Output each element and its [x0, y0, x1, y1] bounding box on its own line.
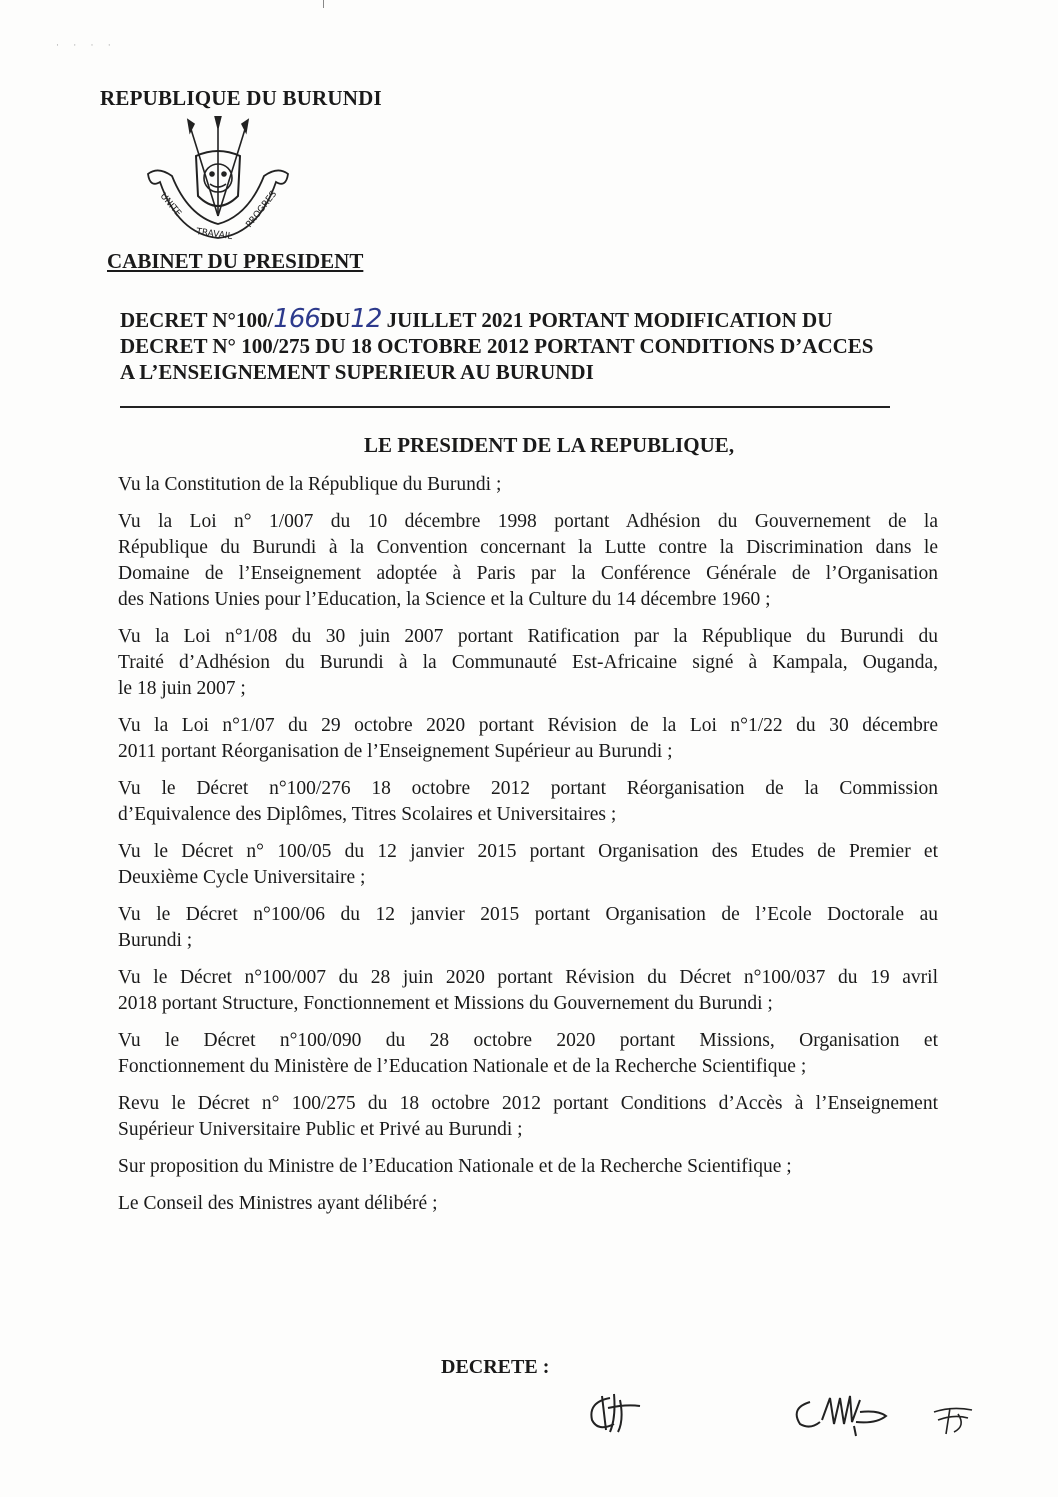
- paragraph-line: Deuxième Cycle Universitaire ;: [118, 867, 366, 888]
- paragraph-line: Domaine de l’Enseignement adoptée à Paris par la Conférence Générale de l’Organisation: [118, 563, 938, 584]
- motto-progres: PROGRES: [244, 189, 280, 230]
- signature-initials-2: [790, 1390, 900, 1440]
- paragraph-line: Vu la Loi n° 1/007 du 10 décembre 1998 portant Adhésion du Gouvernement de la: [118, 511, 938, 532]
- title-line-3: A L’ENSEIGNEMENT SUPERIEUR AU BURUNDI: [120, 360, 594, 384]
- burundi-coat-of-arms-icon: [138, 116, 298, 256]
- paragraph-line: Vu le Décret n°100/007 du 28 juin 2020 portant Révision du Décret n°100/037 du 19 avril: [118, 967, 938, 988]
- preamble-paragraph: [118, 713, 938, 765]
- paragraph-line: Revu le Décret n° 100/275 du 18 octobre 2012 portant Conditions d’Accès à l’Enseignement: [118, 1093, 938, 1114]
- preamble-paragraph: [118, 624, 938, 702]
- preamble-paragraph: [118, 1191, 938, 1217]
- decree-title: [120, 306, 940, 385]
- title-line-2: DECRET N° 100/275 DU 18 OCTOBRE 2012 PORTANT CONDITIONS D’ACCES: [120, 334, 874, 358]
- title-divider: [120, 406, 890, 408]
- signature-initials-1: [580, 1388, 650, 1438]
- paragraph-line: Traité d’Adhésion du Burundi à la Communauté Est-Africaine signé à Kampala, Ouganda,: [118, 652, 938, 673]
- handwritten-day: 12: [350, 304, 382, 334]
- signature-initials-3: [928, 1398, 988, 1438]
- paragraph-line: Burundi ;: [118, 930, 193, 951]
- paragraph-line: Vu le Décret n°100/06 du 12 janvier 2015 portant Organisation de l’Ecole Doctorale au: [118, 904, 938, 925]
- preamble-paragraph: [118, 509, 938, 613]
- scan-mark: [323, 0, 324, 8]
- paragraph-line: le 18 juin 2007 ;: [118, 678, 246, 699]
- paragraph-line: Sur proposition du Ministre de l’Education Nationale et de la Recherche Scientifique ;: [118, 1156, 792, 1177]
- paragraph-line: 2011 portant Réorganisation de l’Enseignement Supérieur au Burundi ;: [118, 741, 673, 762]
- paragraph-line: Le Conseil des Ministres ayant délibéré ;: [118, 1193, 438, 1214]
- paragraph-line: Vu la Constitution de la République du Burundi ;: [118, 474, 502, 495]
- cabinet-heading: CABINET DU PRESIDENT: [107, 249, 364, 273]
- paragraph-line: Vu le Décret n°100/276 18 octobre 2012 portant Réorganisation de la Commission: [118, 778, 938, 799]
- paragraph-line: 2018 portant Structure, Fonctionnement et Missions du Gouvernement du Burundi ;: [118, 993, 773, 1014]
- paragraph-line: Vu la Loi n°1/07 du 29 octobre 2020 portant Révision de la Loi n°1/22 du 30 décembre: [118, 715, 938, 736]
- preamble-paragraph: [118, 1028, 938, 1080]
- paragraph-line: Vu la Loi n°1/08 du 30 juin 2007 portant Ratification par la République du Burundi du: [118, 626, 938, 647]
- preamble-paragraph: [118, 1154, 938, 1180]
- decrete-heading: DECRETE :: [441, 1356, 550, 1378]
- republic-heading: REPUBLIQUE DU BURUNDI: [100, 86, 382, 110]
- scan-specks: · · · ·: [56, 40, 117, 50]
- preamble-paragraph: [118, 902, 938, 954]
- handwritten-number: 166: [273, 304, 320, 334]
- paragraph-line: des Nations Unies pour l’Education, la Science et la Culture du 14 décembre 1960 ;: [118, 589, 771, 610]
- preamble-paragraph: [118, 776, 938, 828]
- title-line-1: [120, 306, 940, 333]
- motto-travail: TRAVAIL: [195, 227, 233, 243]
- paragraph-line: Supérieur Universitaire Public et Privé au Burundi ;: [118, 1119, 523, 1140]
- title-suffix: JUILLET 2021 PORTANT MODIFICATION DU: [386, 308, 833, 332]
- president-heading: LE PRESIDENT DE LA REPUBLIQUE,: [363, 433, 735, 457]
- preamble-paragraph: [118, 965, 938, 1017]
- preamble-paragraph: [118, 1091, 938, 1143]
- paragraph-line: d’Equivalence des Diplômes, Titres Scolaires et Universitaires ;: [118, 804, 617, 825]
- paragraph-line: Fonctionnement du Ministère de l’Education Nationale et de la Recherche Scientifique ;: [118, 1056, 807, 1077]
- paragraph-line: Vu le Décret n° 100/05 du 12 janvier 2015 portant Organisation des Etudes de Premier et: [118, 841, 938, 862]
- paragraph-line: Vu le Décret n°100/090 du 28 octobre 2020 portant Missions, Organisation et: [118, 1030, 938, 1051]
- motto-unite: UNITE: [157, 191, 183, 219]
- preamble-paragraph: [118, 472, 938, 498]
- title-du: DU: [319, 308, 351, 332]
- preamble-body: [118, 472, 938, 1228]
- paragraph-line: République du Burundi à la Convention concernant la Lutte contre la Discrimination dans le: [118, 537, 938, 558]
- preamble-paragraph: [118, 839, 938, 891]
- title-prefix: DECRET N°100/: [120, 308, 274, 332]
